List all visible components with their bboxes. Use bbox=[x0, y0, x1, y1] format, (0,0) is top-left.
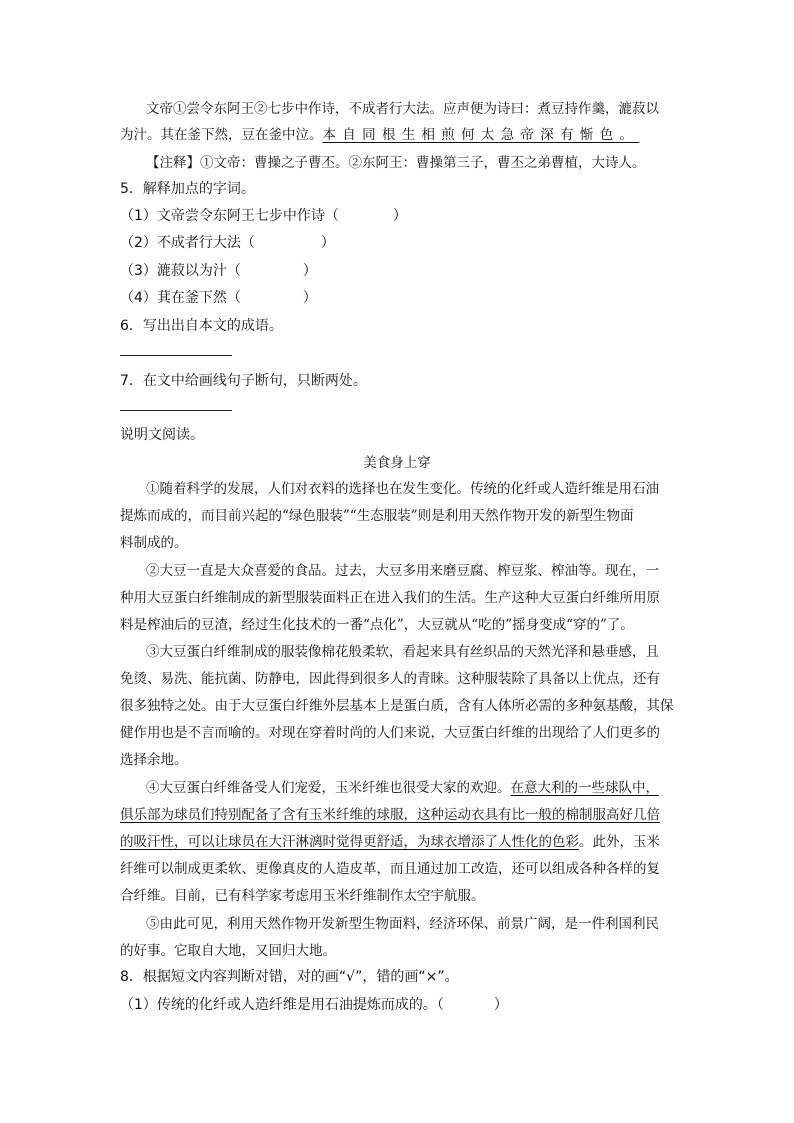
question-5-item-4 bbox=[120, 287, 317, 307]
p2-line-3: 料是榨油后的豆渣，经过生化技术的一番“点化”，大豆就从“吃的”摇身变成“穿的”了。 bbox=[120, 617, 634, 633]
question-8-item-1-text: （1）传统的化纤或人造纤维是用石油提炼而成的。（ bbox=[120, 997, 444, 1013]
question-5-item-1-text: （1）文帝尝令东阿王七步中作诗（ bbox=[120, 208, 339, 224]
close-paren: ） bbox=[392, 208, 407, 224]
p4-line-4: 纤维可以制成更柔软、更像真皮的人造皮革，而且通过加工改造，还可以组成各种各样的复 bbox=[120, 861, 660, 877]
p4-underlined-start: 在意大利的一些球队中， bbox=[510, 780, 659, 796]
underlined-sentence: 本自同根生相煎何太急帝深有惭色。 bbox=[322, 127, 640, 143]
p2-line-2: 种用大豆蛋白纤维制成的新型服装面料正在进入我们的生活。生产这种大豆蛋白纤维所用原 bbox=[120, 590, 660, 606]
section-title: 说明文阅读。 bbox=[120, 427, 204, 443]
question-7-title: 7．在文中给画线句子断句，只断两处。 bbox=[120, 373, 367, 389]
p4-line-1 bbox=[146, 776, 659, 796]
p1-line-3: 料制成的。 bbox=[120, 535, 188, 551]
classical-line-1: 文帝①尝令东阿王②七步中作诗，不成者行大法。应声便为诗曰：煮豆持作羹，漉菽以 bbox=[146, 101, 659, 117]
classical-line-2-text: 为汁。其在釜下然，豆在釜中泣。 bbox=[120, 127, 323, 143]
p4-underlined-end: 的吸汗性，可以让球员在大汗淋漓时觉得更舒适，为球衣增添了人性化的色彩 bbox=[120, 834, 579, 850]
p1-line-1: ①随着科学的发展，人们对衣料的选择也在发生变化。传统的化纤或人造纤维是用石油 bbox=[146, 481, 659, 497]
p3-line-3: 很多独特之处。由于大豆蛋白纤维外层基本上是蛋白质，含有人体所必需的多种氨基酸，其保 bbox=[120, 698, 674, 714]
question-5-item-1 bbox=[120, 205, 407, 225]
question-5-item-3-text: （3）漉菽以为汁（ bbox=[120, 263, 241, 279]
close-paren: ） bbox=[302, 290, 317, 306]
p2-line-1: ②大豆一直是大众喜爱的食品。过去，大豆多用来磨豆腐、榨豆浆、榨油等。现在，一 bbox=[146, 563, 659, 579]
classical-line-2 bbox=[120, 123, 639, 143]
p3-line-1: ③大豆蛋白纤维制成的服装像棉花般柔软，看起来具有丝织品的天然光泽和悬垂感，且 bbox=[146, 644, 659, 660]
question-8-title: 8．根据短文内容判断对错，对的画“√”，错的画“×”。 bbox=[120, 969, 459, 985]
question-5-title: 5．解释加点的字词。 bbox=[120, 181, 255, 197]
question-8-item-1 bbox=[120, 994, 508, 1014]
question-5-item-2-text: （2）不成者行大法（ bbox=[120, 235, 255, 251]
close-paren: ） bbox=[320, 235, 335, 251]
question-5-item-2 bbox=[120, 232, 335, 252]
p3-line-5: 选择余地。 bbox=[120, 752, 188, 768]
close-paren: ） bbox=[493, 997, 508, 1013]
p5-line-2: 的好事。它取自大地，又回归大地。 bbox=[120, 943, 336, 959]
classical-note: 【注释】①文帝：曹操之子曹丕。②东阿王：曹操第三子，曹丕之弟曹植，大诗人。 bbox=[146, 155, 646, 171]
p3-line-2: 免烫、易洗、能抗菌、防静电，因此得到很多人的青睐。这种服装除了具备以上优点，还有 bbox=[120, 671, 660, 687]
p3-line-4: 健作用也是不言而喻的。对现在穿着时尚的人们来说，大豆蛋白纤维的出现给了人们更多的 bbox=[120, 725, 660, 741]
p5-line-1: ⑤由此可见，利用天然作物开发新型生物面料，经济环保、前景广阔，是一件利国利民 bbox=[146, 916, 659, 932]
p4-line-3 bbox=[120, 830, 660, 850]
p4-line-1-text: ④大豆蛋白纤维备受人们宠爱，玉米纤维也很受大家的欢迎。 bbox=[146, 780, 511, 796]
answer-line-7[interactable] bbox=[120, 410, 232, 411]
question-5-item-3 bbox=[120, 260, 317, 280]
p1-line-2: 提炼而成的，而目前兴起的“绿色服装”“生态服装”则是利用天然作物开发的新型生物面 bbox=[120, 508, 634, 524]
p4-line-5: 合纤维。目前，已有科学家考虑用玉米纤维制作太空宇航服。 bbox=[120, 888, 485, 904]
question-5-item-4-text: （4）萁在釜下然（ bbox=[120, 290, 241, 306]
p4-underlined-line-2: 俱乐部为球员们特别配备了含有玉米纤维的球服，这种运动衣具有比一般的棉制服高好几倍 bbox=[120, 807, 660, 823]
question-6-title: 6．写出出自本文的成语。 bbox=[120, 318, 283, 334]
p4-line-3-text: 。此外，玉米 bbox=[579, 834, 660, 850]
answer-line-6[interactable] bbox=[120, 355, 232, 356]
article-heading: 美食身上穿 bbox=[363, 455, 431, 471]
close-paren: ） bbox=[302, 263, 317, 279]
